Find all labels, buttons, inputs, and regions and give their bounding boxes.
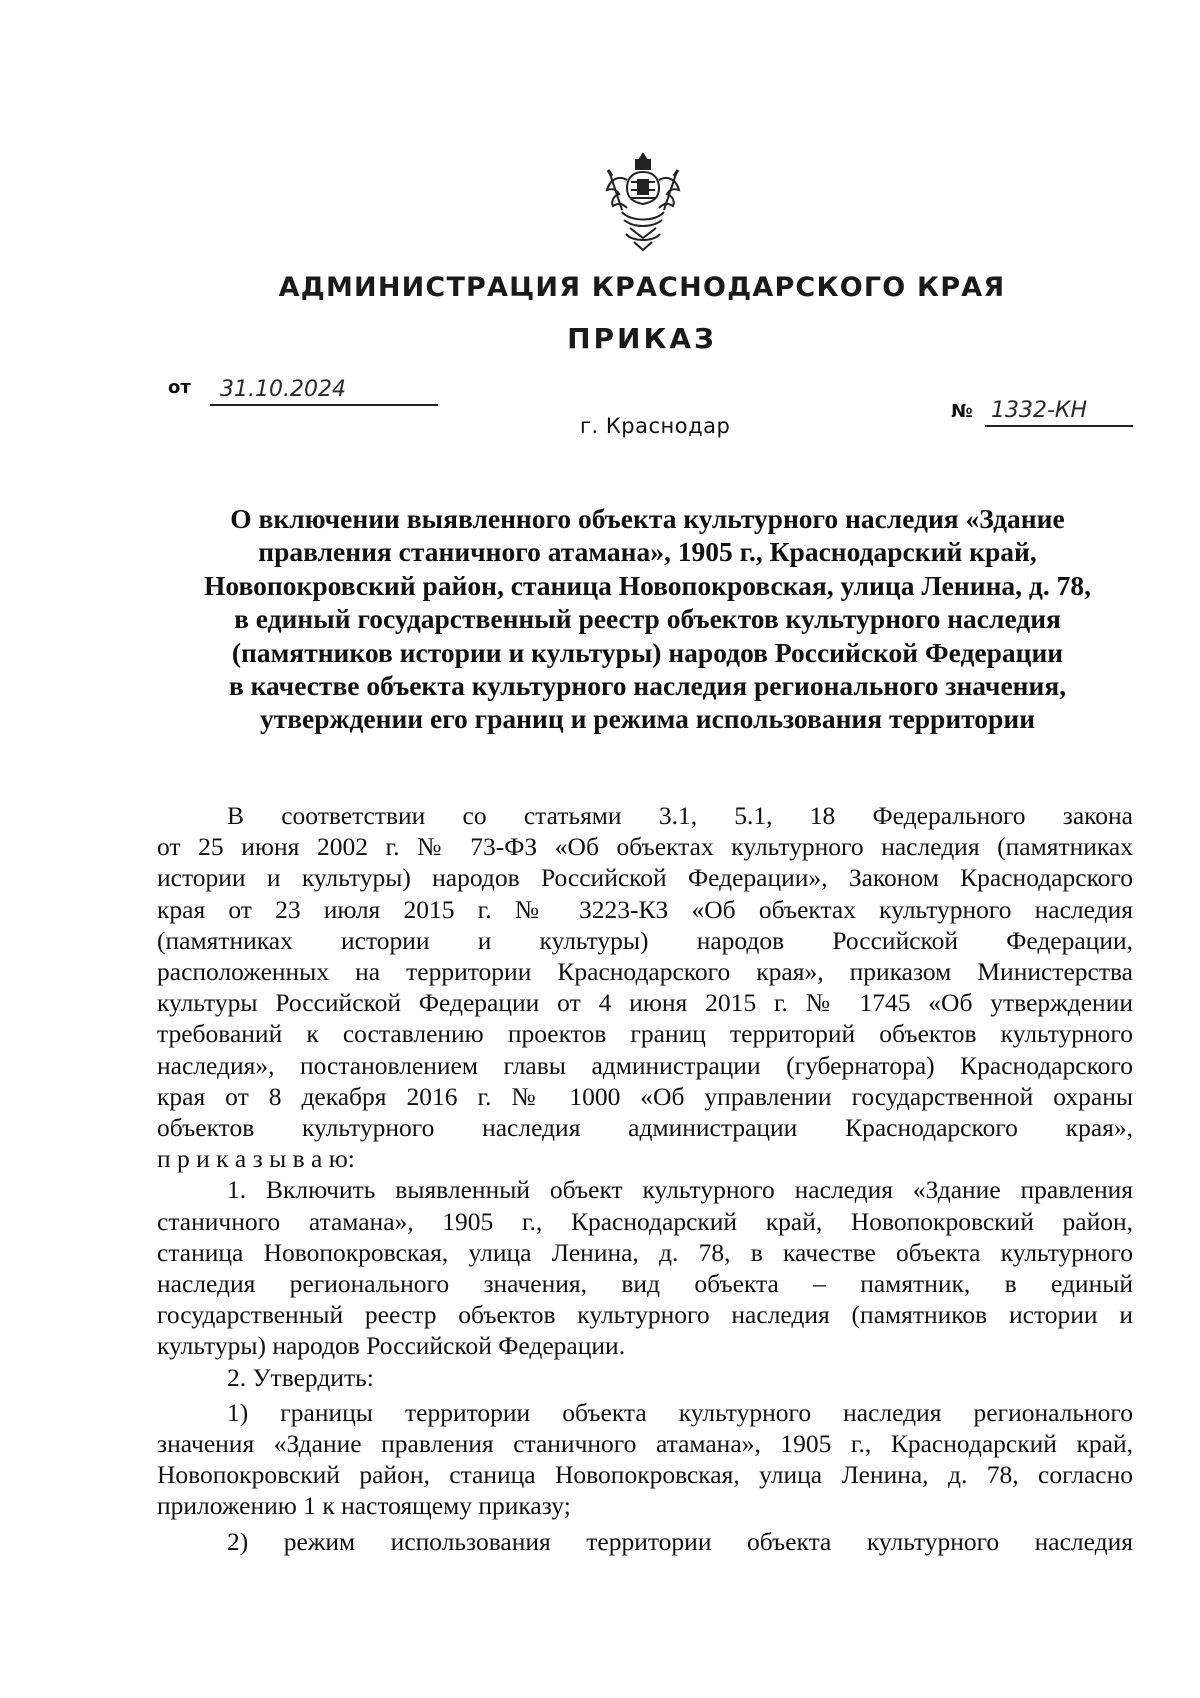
- body-line: края от 23 июля 2015 г. № 3223-КЗ «Об объектах культурного наследия: [157, 894, 1133, 924]
- document-type: ПРИКАЗ: [567, 322, 717, 355]
- body-line: 2) режим использования территории объекта культурного наследия: [227, 1526, 1133, 1556]
- title-line: в единый государственный реестр объектов культурного наследия: [234, 603, 1061, 635]
- title-line: утверждении его границ и режима использования территории: [259, 703, 1036, 735]
- body-line: В соответствии со статьями 3.1, 5.1, 18 Федерального закона: [227, 801, 1133, 830]
- organization-name: АДМИНИСТРАЦИЯ КРАСНОДАРСКОГО КРАЯ: [278, 272, 1006, 303]
- body-line: 2. Утвердить:: [227, 1362, 374, 1392]
- city-name: г. Краснодар: [580, 414, 731, 438]
- body-line: объектов культурного наследия администрации Краснодарского края»,: [157, 1113, 1133, 1143]
- body-line: (памятниках истории и культуры) народов Российской Федерации,: [157, 925, 1133, 955]
- body-line: требований к составлению проектов границ территорий объектов культурного: [157, 1019, 1133, 1049]
- number-label: №: [951, 401, 973, 422]
- body-line: истории и культуры) народов Российской Федерации», Законом Краснодарского: [157, 863, 1133, 893]
- body-line: станица Новопокровская, улица Ленина, д. 78, в качестве объекта культурного: [157, 1237, 1133, 1267]
- body-line: приложению 1 к настоящему приказу;: [157, 1491, 571, 1521]
- body-line: наследия регионального значения, вид объекта – памятник, в единый: [157, 1269, 1133, 1299]
- title-line: Новопокровский район, станица Новопокровская, улица Ленина, д. 78,: [204, 569, 1091, 601]
- body-line: края от 8 декабря 2016 г. № 1000 «Об управлении государственной охраны: [157, 1081, 1133, 1111]
- title-line: в качестве объекта культурного наследия регионального значения,: [228, 670, 1067, 702]
- title-line: О включении выявленного объекта культурного наследия «Здание: [230, 503, 1065, 534]
- document-title: [150, 502, 1145, 736]
- document-body: [157, 800, 1133, 1557]
- body-line: культуры Российской Федерации от 4 июня 2015 г. № 1745 «Об утверждении: [157, 988, 1133, 1018]
- body-line: Новопокровский район, станица Новопокровская, улица Ленина, д. 78, согласно: [157, 1460, 1133, 1490]
- order-word: п р и к а з ы в а ю:: [157, 1144, 355, 1174]
- title-line: (памятников истории и культуры) народов Российской Федерации: [231, 636, 1064, 668]
- title-line: правления станичного атамана», 1905 г., Краснодарский край,: [258, 536, 1037, 568]
- body-line: от 25 июня 2002 г. № 73-ФЗ «Об объектах культурного наследия (памятниках: [157, 832, 1133, 862]
- body-line: культуры) народов Российской Федерации.: [157, 1331, 626, 1361]
- body-line: станичного атамана», 1905 г., Краснодарский край, Новопокровский район,: [157, 1206, 1133, 1236]
- coat-of-arms-icon: [600, 150, 686, 254]
- body-line: расположенных на территории Краснодарского края», приказом Министерства: [157, 957, 1133, 987]
- body-line: значения «Здание правления станичного атамана», 1905 г., Краснодарский край,: [157, 1429, 1133, 1459]
- body-line: 1. Включить выявленный объект культурного наследия «Здание правления: [227, 1175, 1133, 1205]
- body-line: наследия», постановлением главы администрации (губернатора) Краснодарского: [157, 1050, 1133, 1080]
- body-line: 1) границы территории объекта культурного наследия регионального: [227, 1397, 1133, 1427]
- number-field: 1332-КН: [985, 397, 1133, 427]
- date-label: от: [168, 377, 191, 398]
- body-line: государственный реестр объектов культурного наследия (памятников истории и: [157, 1300, 1133, 1330]
- date-field: 31.10.2024: [210, 376, 438, 406]
